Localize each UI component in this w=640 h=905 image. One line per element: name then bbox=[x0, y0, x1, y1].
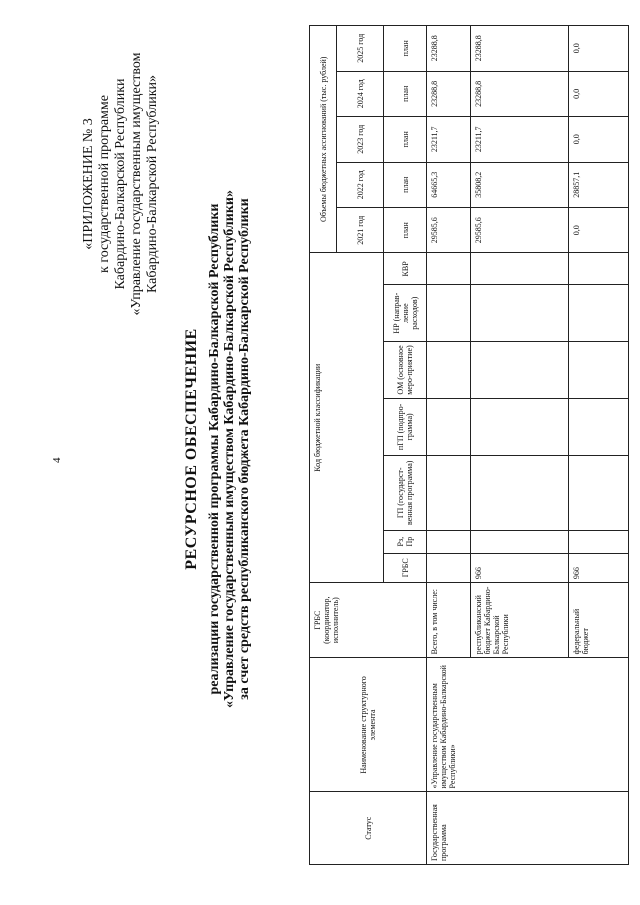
cell-value: 23211,7 bbox=[471, 117, 569, 162]
cell-value: 0,0 bbox=[569, 207, 629, 252]
cell-element-name: «Управление государственным имуществом Кабардино-Балкарской Республики» bbox=[427, 658, 629, 792]
document-title bbox=[183, 129, 252, 769]
header-volume: Объемы бюджетных ассигнований (тыс. рублей) bbox=[310, 26, 337, 253]
header-col-om: ОМ (основное меро-приятие) bbox=[384, 342, 427, 399]
header-grbs: ГРБС (координатор, исполнитель) bbox=[310, 583, 427, 658]
cell-value: 0,0 bbox=[569, 71, 629, 116]
cell-grbs: 966 bbox=[471, 553, 569, 583]
header-col-nr: НР (направ-ление расходов) bbox=[384, 285, 427, 342]
appendix-line-4: «Управление государственным имуществом bbox=[129, 52, 144, 316]
appendix-line-5: Кабардино-Балкарской Республики» bbox=[145, 75, 160, 293]
header-year-2025: 2025 год bbox=[337, 26, 384, 72]
title-line-3: за счет средств республиканского бюджета Кабардино-Балкарской Республики bbox=[237, 198, 252, 700]
appendix-line-1: «ПРИЛОЖЕНИЕ № 3 bbox=[81, 118, 96, 250]
cell-value: 0,0 bbox=[569, 117, 629, 162]
row-label: республиканский бюджет Кабардино-Балкарской Республики bbox=[471, 583, 569, 658]
cell-value: 23288,8 bbox=[427, 26, 471, 72]
appendix-line-3: Кабардино-Балкарской Республики bbox=[113, 78, 128, 290]
header-year-2023: 2023 год bbox=[337, 117, 384, 162]
header-name: Наименование структурного элемента bbox=[310, 658, 427, 792]
rotated-content bbox=[9, 17, 629, 889]
cell-value: 23211,7 bbox=[427, 117, 471, 162]
header-plan-2022: план bbox=[384, 162, 427, 207]
cell-value: 35808,2 bbox=[471, 162, 569, 207]
cell-value: 29585,6 bbox=[427, 207, 471, 252]
cell-value: 23288,8 bbox=[471, 71, 569, 116]
cell-value: 29585,6 bbox=[471, 207, 569, 252]
cell-value: 0,0 bbox=[569, 26, 629, 72]
header-plan-2025: план bbox=[384, 26, 427, 72]
header-budget-code: Код бюджетной классификации bbox=[310, 253, 384, 583]
resource-table bbox=[309, 25, 629, 865]
header-plan-2023: план bbox=[384, 117, 427, 162]
header-plan-2024: план bbox=[384, 71, 427, 116]
header-year-2022: 2022 год bbox=[337, 162, 384, 207]
row-label: федеральный бюджет bbox=[569, 583, 629, 658]
header-col-kvr: КВР bbox=[384, 253, 427, 285]
header-year-2024: 2024 год bbox=[337, 71, 384, 116]
row-label: Всего, в том числе: bbox=[427, 583, 471, 658]
cell-value: 23288,8 bbox=[427, 71, 471, 116]
appendix-line-2: к государственной программе bbox=[97, 95, 112, 273]
cell-value: 23288,8 bbox=[471, 26, 569, 72]
appendix-caption bbox=[81, 39, 161, 329]
cell-grbs: 966 bbox=[569, 553, 629, 583]
header-status: Статус bbox=[310, 792, 427, 865]
title-line-2: «Управление государственным имуществом Кабардино-Балкарской Республики» bbox=[222, 190, 237, 708]
header-col-gp: ГП (государст-венная программа) bbox=[384, 455, 427, 530]
cell-value: 64665,3 bbox=[427, 162, 471, 207]
cell-value: 28857,1 bbox=[569, 162, 629, 207]
cell-status: Государственная программа bbox=[427, 792, 629, 865]
header-col-pgp: пГП (подпро-грамма) bbox=[384, 398, 427, 455]
header-year-2021: 2021 год bbox=[337, 207, 384, 252]
title-line-1: реализации государственной программы Кабардино-Балкарской Республики bbox=[207, 203, 222, 695]
header-col-grbs: ГРБС bbox=[384, 553, 427, 583]
header-plan-2021: план bbox=[384, 207, 427, 252]
page-number: 4 bbox=[51, 457, 63, 463]
title-heading: РЕСУРСНОЕ ОБЕСПЕЧЕНИЕ bbox=[183, 328, 200, 570]
cell-grbs bbox=[427, 553, 471, 583]
header-col-rzpr: Рз, Пр bbox=[384, 530, 427, 553]
